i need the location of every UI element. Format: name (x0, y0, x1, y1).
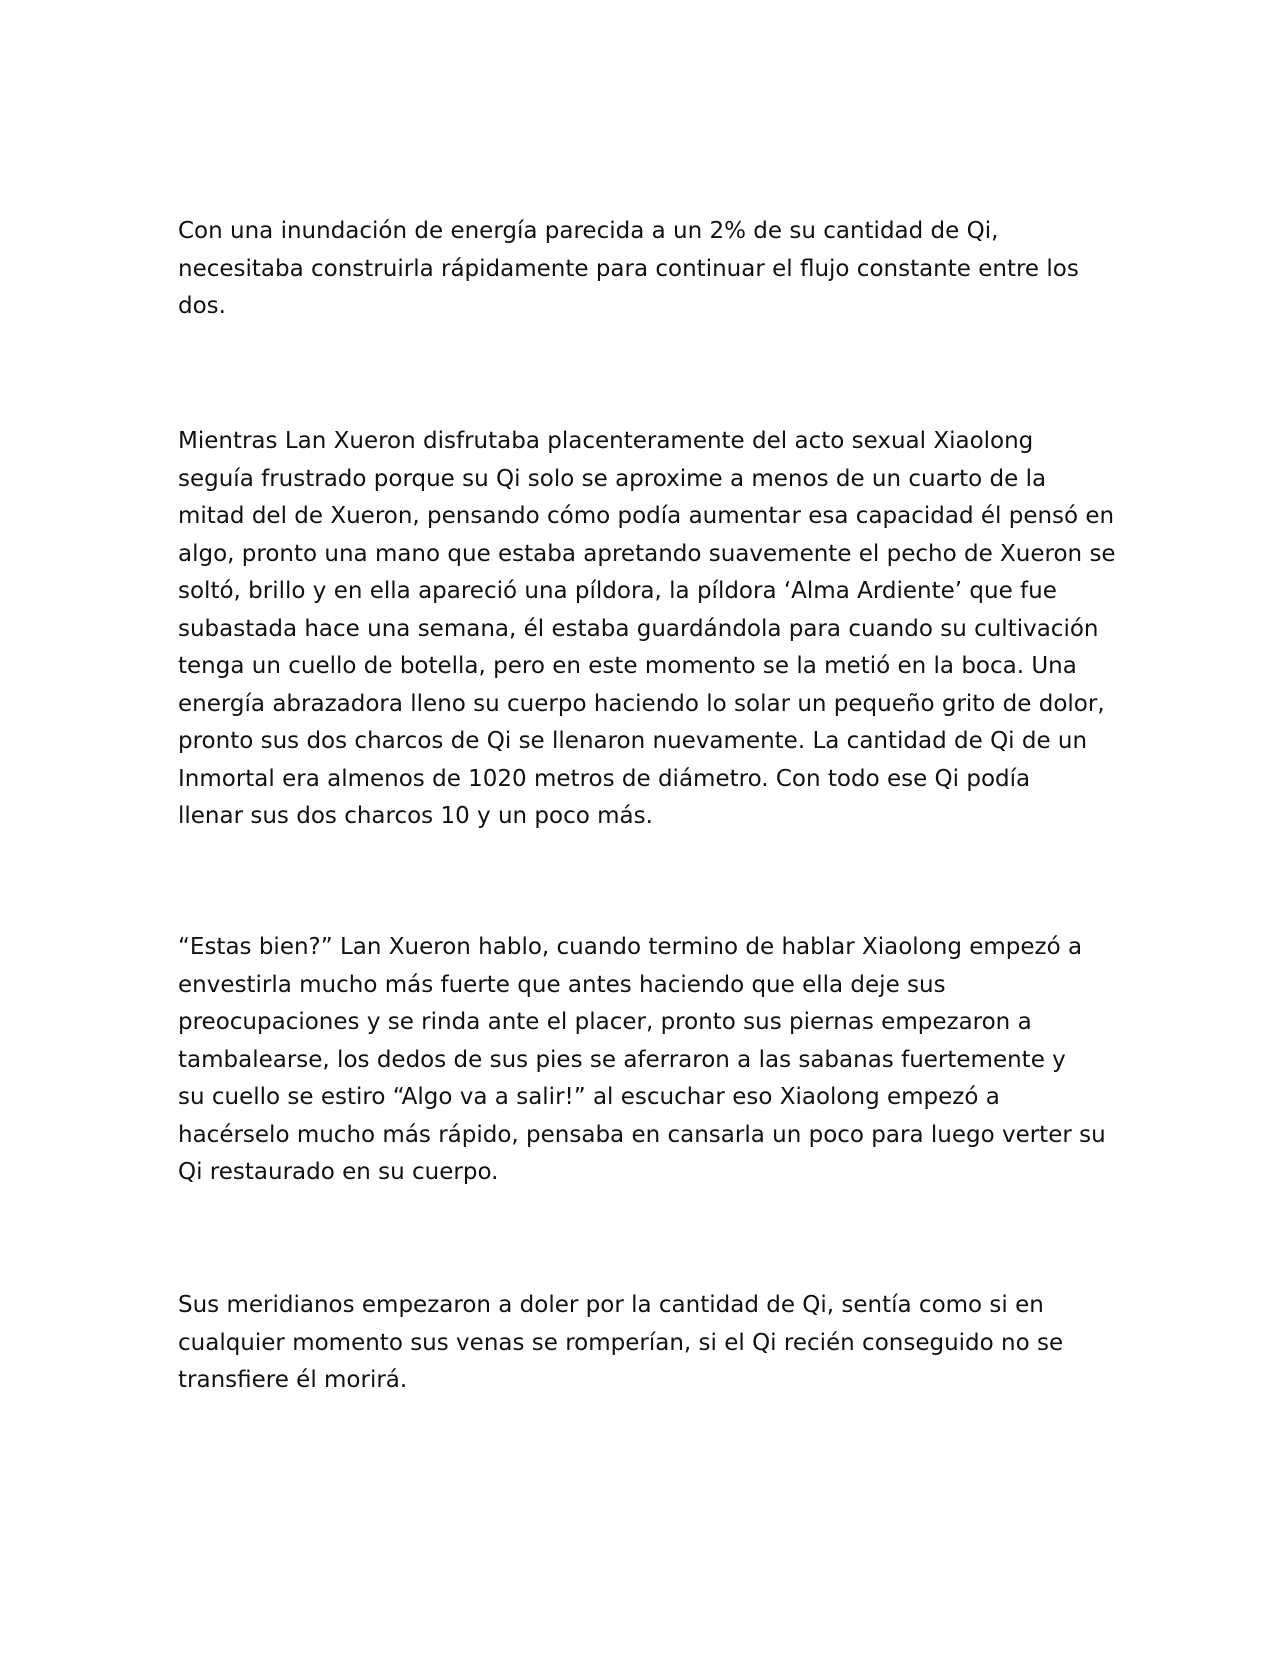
text-line: preocupaciones y se rinda ante el placer, pronto sus piernas empezaron a (178, 1009, 1032, 1035)
text-line: pronto sus dos charcos de Qi se llenaron nuevamente. La cantidad de Qi de un (178, 728, 1088, 754)
text-line: hacérselo mucho más rápido, pensaba en cansarla un poco para luego verter su (178, 1121, 1106, 1148)
text-line: necesitaba construirla rápidamente para continuar el flujo constante entre los (178, 255, 1079, 282)
text-line: “Estas bien?” Lan Xueron hablo, cuando termino de hablar Xiaolong empezó a (178, 934, 1083, 960)
text-line: Mientras Lan Xueron disfrutaba placenteramente del acto sexual Xiaolong (178, 428, 1034, 454)
paragraph-1 (178, 213, 1098, 326)
text-line: dos. (178, 293, 226, 319)
text-line: subastada hace una semana, él estaba guardándola para cuando su cultivación (178, 615, 1099, 642)
text-line: su cuello se estiro “Algo va a salir!” al escuchar eso Xiaolong empezó a (178, 1084, 1000, 1110)
text-line: Qi restaurado en su cuerpo. (178, 1159, 499, 1185)
text-line: transfiere él morirá. (178, 1367, 408, 1393)
text-line: envestirla mucho más fuerte que antes haciendo que ella deje sus (178, 971, 946, 998)
text-line: energía abrazadora lleno su cuerpo haciendo lo solar un pequeño grito de dolor, (178, 690, 1105, 717)
paragraph-3 (178, 929, 1106, 1192)
text-line: tambalearse, los dedos de sus pies se aferraron a las sabanas fuertemente y (178, 1046, 1066, 1073)
text-line: Inmortal era almenos de 1020 metros de diámetro. Con todo ese Qi podía (178, 765, 1031, 792)
paragraph-2 (178, 423, 1116, 836)
text-line: algo, pronto una mano que estaba apretando suavemente el pecho de Xueron se (178, 540, 1116, 567)
text-line: Sus meridianos empezaron a doler por la cantidad de Qi, sentía como si en (178, 1292, 1044, 1318)
text-line: mitad del de Xueron, pensando cómo podía aumentar esa capacidad él pensó en (178, 503, 1115, 529)
text-line: cualquier momento sus venas se romperían, si el Qi recién conseguido no se (178, 1329, 1064, 1356)
text-line: tenga un cuello de botella, pero en este momento se la metió en la boca. Una (178, 653, 1077, 679)
text-line: Con una inundación de energía parecida a un 2% de su cantidad de Qi, (178, 218, 999, 244)
text-line: llenar sus dos charcos 10 y un poco más. (178, 803, 653, 829)
text-line: seguía frustrado porque su Qi solo se aproxime a menos de un cuarto de la (178, 465, 1047, 492)
paragraph-4 (178, 1287, 1098, 1400)
text-line: soltó, brillo y en ella apareció una píldora, la píldora ‘Alma Ardiente’ que fue (178, 578, 1057, 604)
